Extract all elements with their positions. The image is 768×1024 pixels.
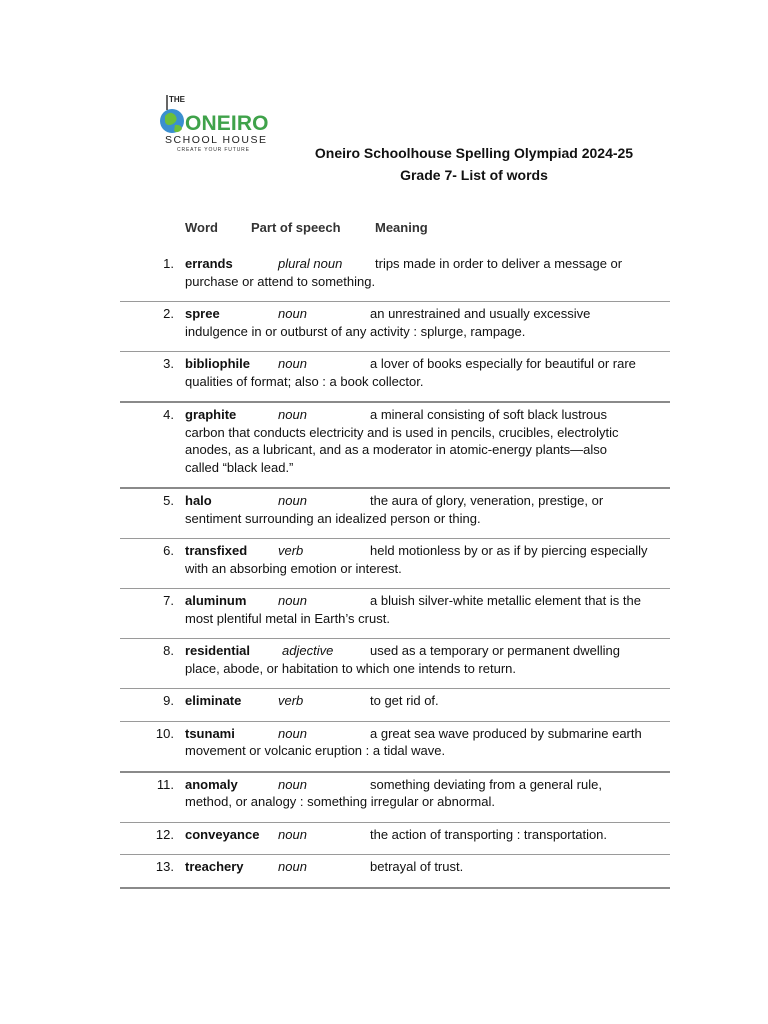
word-entry [120, 352, 670, 403]
entry-word: spree [185, 306, 220, 321]
column-header-part-of-speech: Part of speech [251, 220, 341, 235]
entry-part-of-speech: noun [278, 859, 307, 874]
entry-meaning: a mineral consisting of soft black lustrous [370, 407, 607, 422]
entry-word: halo [185, 493, 212, 508]
entry-part-of-speech: noun [278, 493, 307, 508]
entry-meaning-continued: qualities of format; also : a book collector. [185, 373, 424, 389]
entry-meaning-continued: movement or volcanic eruption : a tidal wave. [185, 743, 446, 758]
entry-number: 4. [163, 407, 174, 422]
entry-word: treachery [185, 859, 244, 874]
entry-word: bibliophile [185, 356, 250, 371]
entry-meaning-continued: indulgence in or outburst of any activity : splurge, rampage. [185, 323, 526, 339]
entry-part-of-speech: noun [278, 306, 307, 321]
entry-meaning-continued: called “black lead.” [185, 459, 294, 475]
word-entry [120, 403, 670, 489]
entry-part-of-speech: noun [278, 776, 307, 792]
entry-part-of-speech: noun [278, 826, 307, 842]
entry-word: transfixed [185, 543, 248, 558]
entry-word: conveyance [185, 826, 260, 842]
entry-meaning: a lover of books especially for beautiful or rare [370, 356, 636, 371]
word-list [120, 252, 670, 889]
word-entry [120, 823, 670, 856]
entry-number: 9. [163, 693, 174, 708]
entry-word: errands [185, 256, 233, 271]
entry-meaning-continued: carbon that conducts electricity and is used in pencils, crucibles, electrolytic [185, 424, 619, 440]
entry-number: 6. [163, 543, 174, 558]
entry-part-of-speech: noun [278, 407, 307, 422]
logo-tagline: CREATE YOUR FUTURE [177, 147, 249, 153]
entry-meaning-continued: method, or analogy : something irregular or abnormal. [185, 794, 495, 809]
column-header-word: Word [185, 220, 218, 235]
entry-word: tsunami [185, 725, 235, 741]
entry-meaning-continued: purchase or attend to something. [185, 273, 376, 289]
word-entry [120, 773, 670, 823]
entry-word: graphite [185, 407, 237, 422]
entry-meaning: an unrestrained and usually excessive [370, 306, 591, 321]
entry-meaning: a great sea wave produced by submarine earth [370, 725, 642, 741]
entry-meaning-continued: with an absorbing emotion or interest. [185, 560, 402, 576]
word-entry [120, 639, 670, 689]
entry-meaning: a bluish silver-white metallic element that is the [370, 593, 641, 608]
logo-top-text: THE [169, 95, 185, 104]
entry-number: 3. [163, 356, 174, 371]
entry-number: 7. [163, 593, 174, 608]
entry-number: 8. [163, 643, 174, 658]
document-subtitle: Grade 7- List of words [400, 167, 548, 183]
entry-part-of-speech: verb [278, 693, 304, 708]
word-entry [120, 855, 670, 889]
word-entry [120, 539, 670, 589]
word-entry [120, 489, 670, 539]
entry-word: eliminate [185, 693, 242, 708]
column-header-meaning: Meaning [375, 220, 428, 235]
entry-number: 12. [155, 826, 174, 842]
word-entry [120, 252, 670, 302]
entry-word: aluminum [185, 593, 247, 608]
document-title: Oneiro Schoolhouse Spelling Olympiad 2024-25 [314, 145, 634, 161]
word-entry [120, 589, 670, 639]
entry-number: 11. [156, 776, 174, 792]
entry-meaning-continued: sentiment surrounding an idealized person or thing. [185, 510, 481, 526]
entry-word: residential [185, 643, 251, 658]
entry-part-of-speech: noun [278, 725, 307, 741]
entry-part-of-speech: adjective [282, 643, 334, 658]
entry-meaning: held motionless by or as if by piercing especially [370, 543, 648, 558]
entry-meaning-continued: place, abode, or habitation to which one intends to return. [185, 660, 516, 676]
entry-number: 2. [163, 306, 174, 321]
entry-meaning: the action of transporting : transportation. [370, 826, 608, 842]
word-entry [120, 689, 670, 722]
logo-name: ONEIRO [185, 112, 269, 135]
entry-meaning-continued: most plentiful metal in Earth’s crust. [185, 610, 390, 626]
logo-subtitle: SCHOOL HOUSE [165, 134, 266, 146]
entry-meaning: something deviating from a general rule, [370, 776, 602, 792]
word-entry [120, 722, 670, 773]
entry-part-of-speech: plural noun [278, 256, 343, 271]
entry-meaning: trips made in order to deliver a message or [375, 256, 623, 271]
entry-number: 10. [155, 725, 174, 741]
entry-word: anomaly [185, 776, 238, 792]
entry-meaning: betrayal of trust. [370, 859, 464, 874]
entry-meaning: used as a temporary or permanent dwelling [370, 643, 621, 658]
entry-meaning-continued: anodes, as a lubricant, and as a moderator in atomic-energy plants—also [185, 442, 608, 457]
entry-part-of-speech: noun [278, 356, 307, 371]
word-entry [120, 302, 670, 352]
entry-part-of-speech: noun [278, 593, 307, 608]
entry-number: 5. [163, 493, 174, 508]
entry-number: 1. [163, 256, 174, 271]
entry-part-of-speech: verb [278, 543, 304, 558]
document-header [250, 142, 698, 186]
entry-meaning: the aura of glory, veneration, prestige, or [370, 493, 604, 508]
entry-meaning: to get rid of. [370, 693, 439, 708]
entry-number: 13. [155, 859, 174, 874]
